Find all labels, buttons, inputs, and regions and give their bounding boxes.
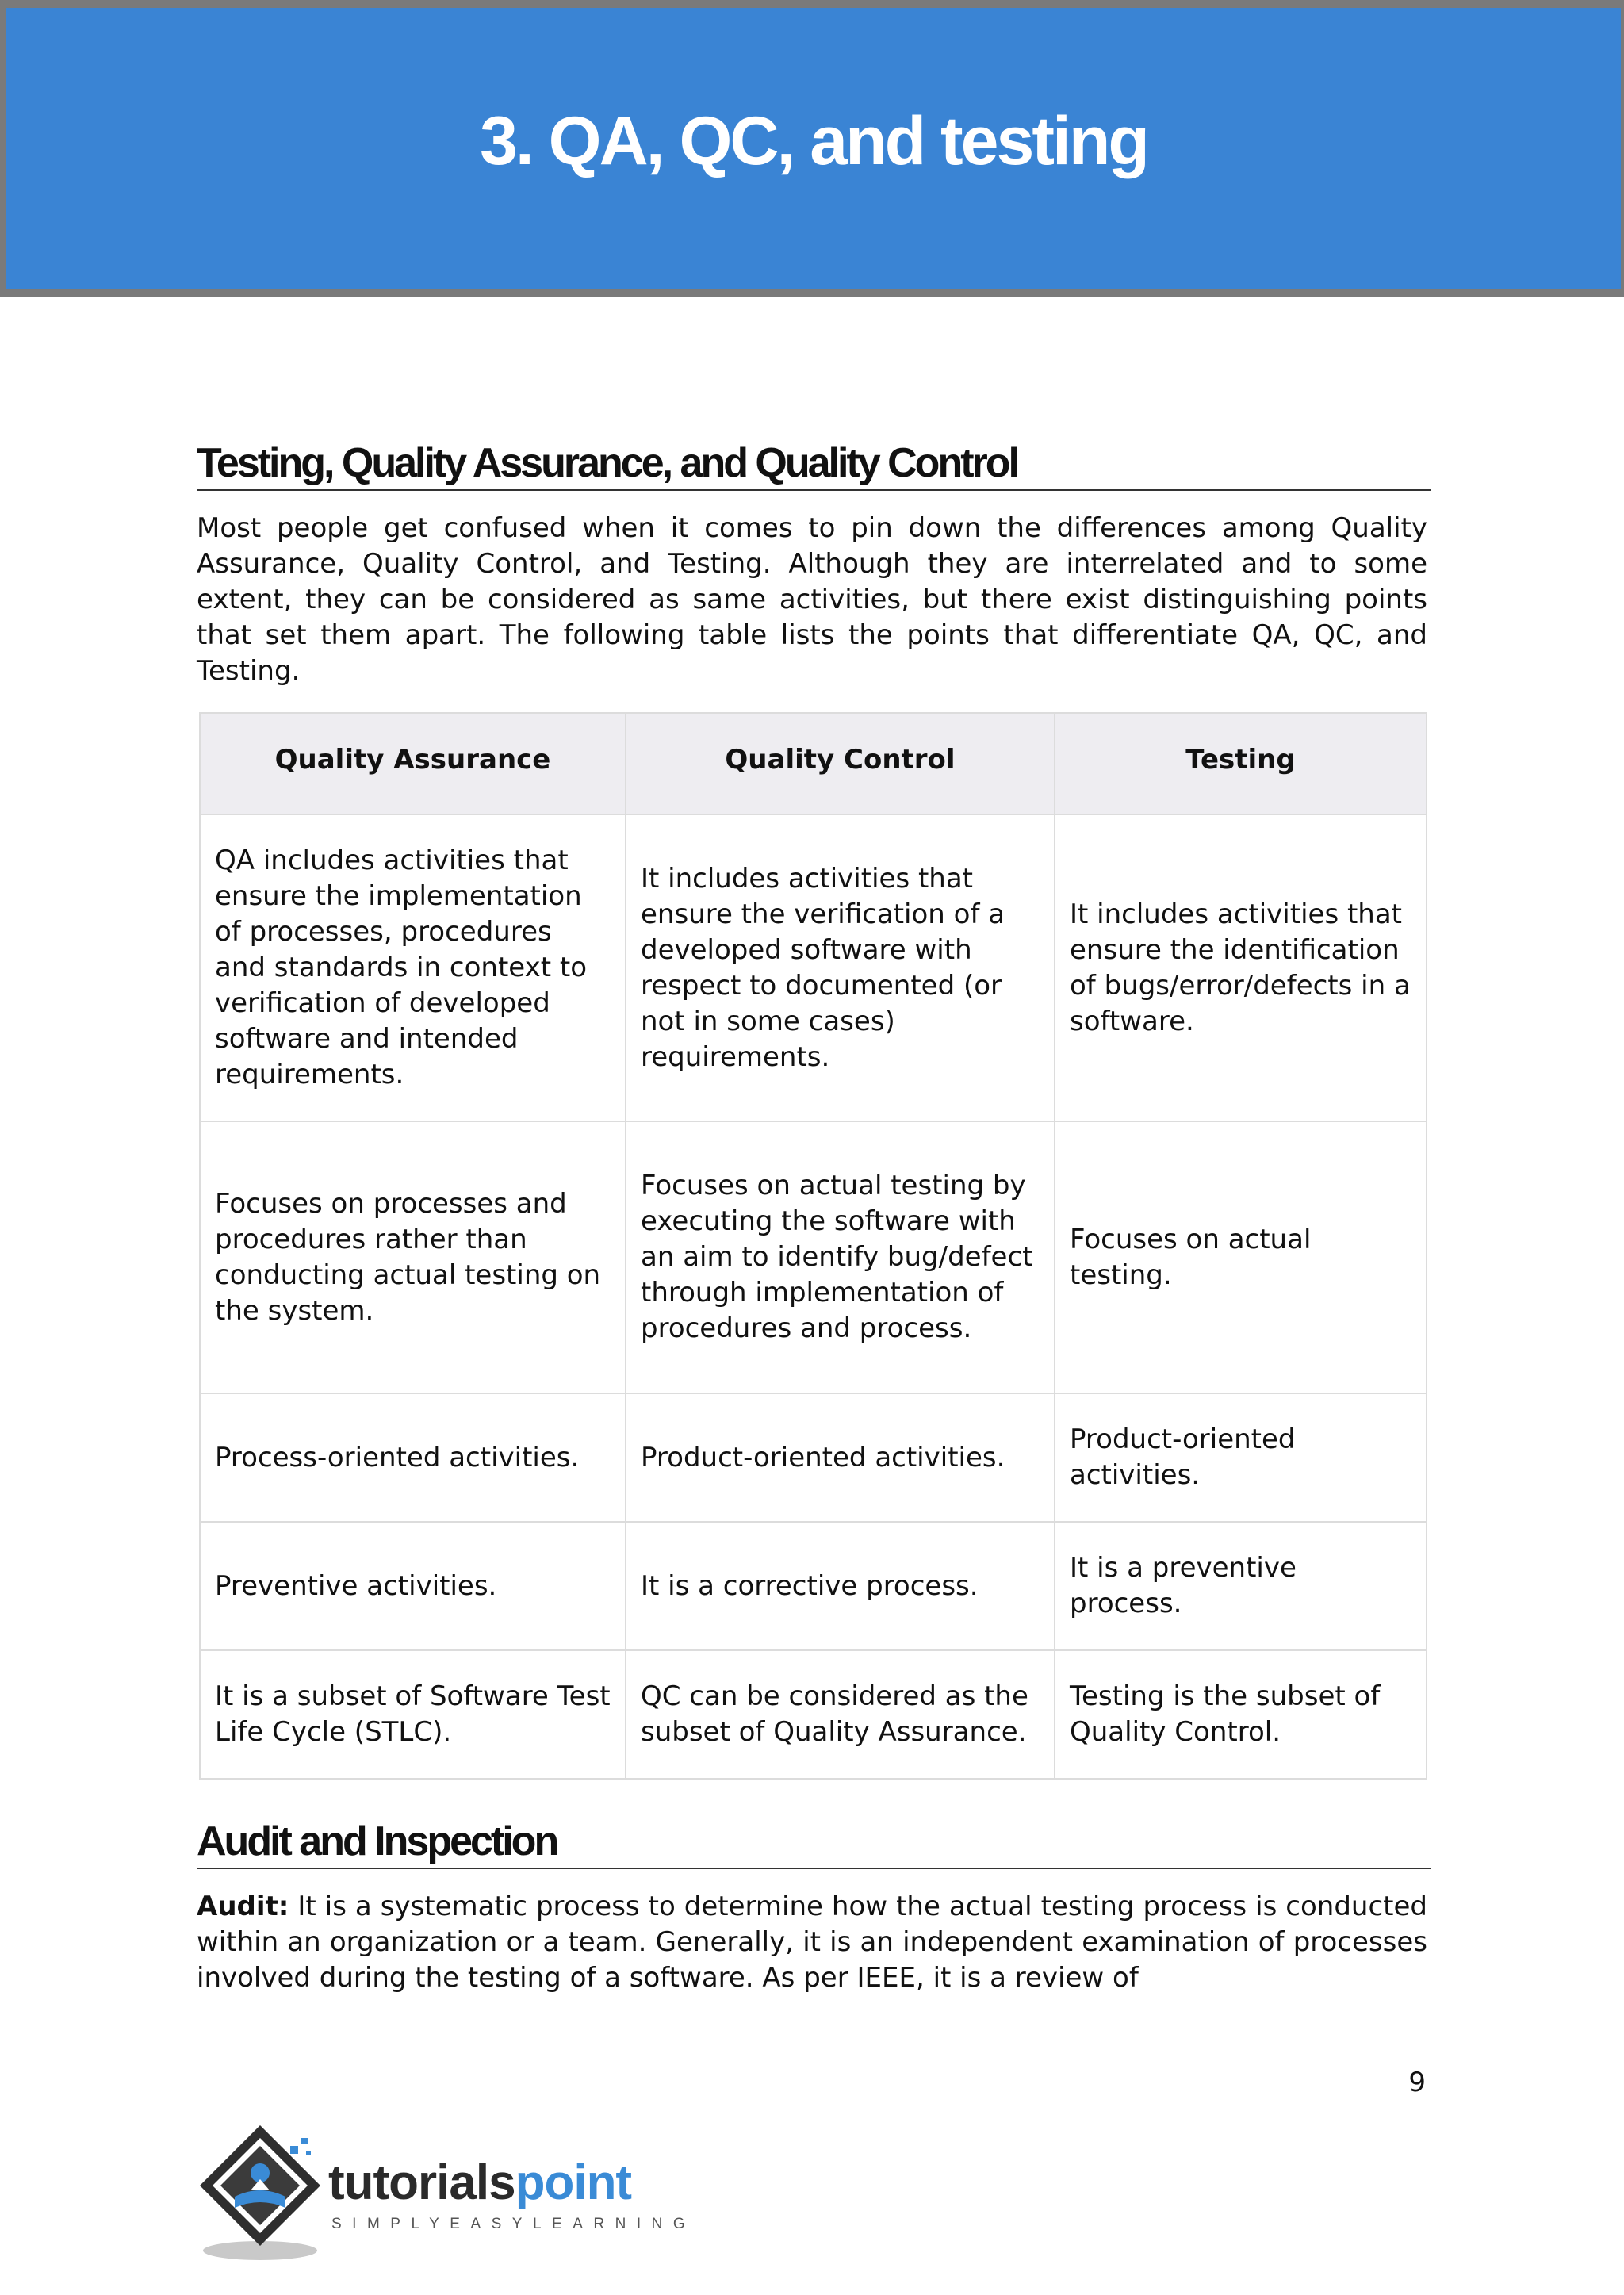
chapter-banner	[0, 0, 1624, 297]
table-cell: Focuses on actual testing.	[1055, 1121, 1427, 1393]
intro-paragraph: Most people get confused when it comes to pin down the differences among Quality Assurance, Quality Control, and Testing. Although they are interrelated and to some extent, they can be considered as same activities, but there exist distinguishing points that set them apart. The following table lists the points that differentiate QA, QC, and Testing.	[197, 512, 1427, 687]
column-header-quality-assurance: Quality Assurance	[200, 713, 626, 814]
audit-label: Audit:	[197, 1891, 289, 1922]
section-heading-audit-inspection: Audit and Inspection	[197, 1819, 1431, 1869]
table-cell: It includes activities that ensure the identification of bugs/error/defects in a software.	[1055, 814, 1427, 1121]
table-cell: Preventive activities.	[200, 1522, 626, 1650]
logo-wordmark: tutorialspoint	[328, 2155, 632, 2210]
table-cell: It is a preventive process.	[1055, 1522, 1427, 1650]
column-header-quality-control: Quality Control	[626, 713, 1055, 814]
logo-tagline: SIMPLYEASYLEARNING	[331, 2216, 696, 2232]
table-cell: Product-oriented activities.	[1055, 1393, 1427, 1522]
table-cell: QC can be considered as the subset of Quality Assurance.	[626, 1650, 1055, 1779]
tutorialspoint-logo	[195, 2119, 696, 2266]
table-header-row	[200, 713, 1427, 814]
table-cell: It is a subset of Software Test Life Cycle (STLC).	[200, 1650, 626, 1779]
table-cell: It includes activities that ensure the verification of a developed software with respect to documented (or not in some cases) requirements.	[626, 814, 1055, 1121]
table-cell: QA includes activities that ensure the implementation of processes, procedures and standards in context to verification of developed software and intended requirements.	[200, 814, 626, 1121]
logo-emblem-icon	[195, 2119, 338, 2266]
column-header-testing: Testing	[1055, 713, 1427, 814]
table-row	[200, 814, 1427, 1121]
section-heading-testing-qa-qc: Testing, Quality Assurance, and Quality Control	[197, 441, 1431, 491]
chapter-title: 3. QA, QC, and testing	[480, 102, 1147, 179]
comparison-table	[199, 712, 1427, 1780]
table-cell: Product-oriented activities.	[626, 1393, 1055, 1522]
audit-text: It is a systematic process to determine how the actual testing process is conducted within an organization or a team. Generally, it is an independent examination of processes involved during the testing of a software. As per IEEE, it is a review of	[197, 1891, 1427, 1994]
table-cell: Focuses on actual testing by executing the software with an aim to identify bug/defect through implementation of procedures and process.	[626, 1121, 1055, 1393]
page-number: 9	[1408, 2067, 1426, 2098]
table-cell: Focuses on processes and procedures rather than conducting actual testing on the system.	[200, 1121, 626, 1393]
audit-paragraph	[197, 1889, 1427, 1996]
table-cell: Testing is the subset of Quality Control.	[1055, 1650, 1427, 1779]
chapter-banner-background	[6, 8, 1621, 289]
table-cell: Process-oriented activities.	[200, 1393, 626, 1522]
table-row	[200, 1522, 1427, 1650]
table-cell: It is a corrective process.	[626, 1522, 1055, 1650]
table-row	[200, 1650, 1427, 1779]
table-row	[200, 1121, 1427, 1393]
table-row	[200, 1393, 1427, 1522]
